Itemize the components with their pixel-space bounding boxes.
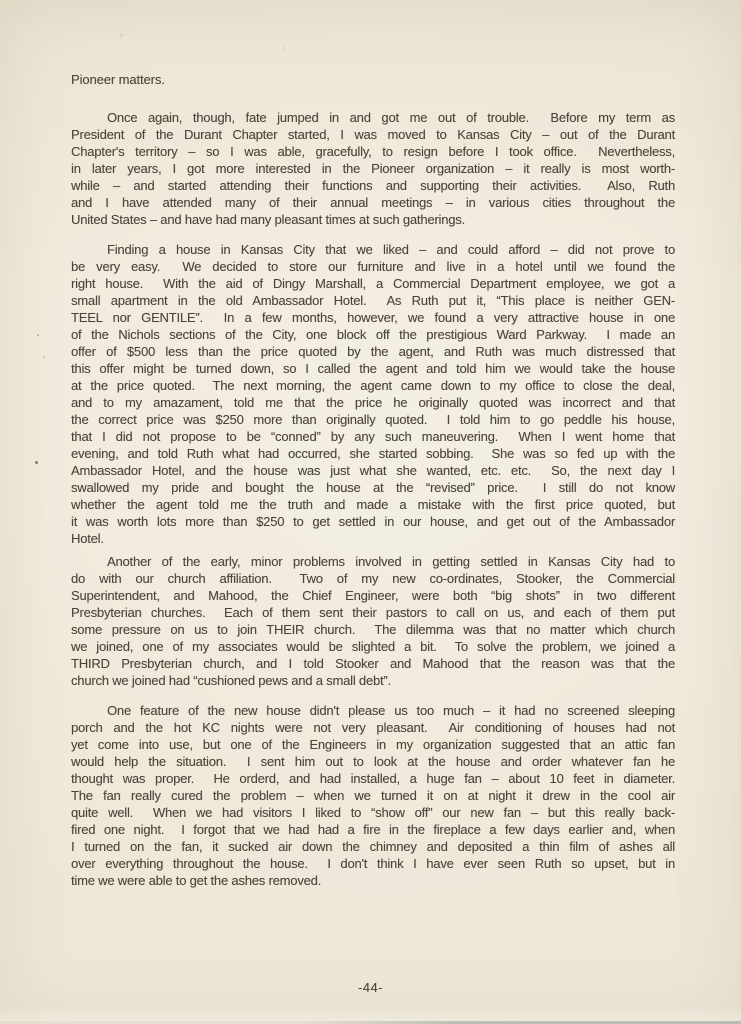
text-line: United States – and have had many pleasant times at such gatherings. <box>71 212 465 227</box>
paper-speck <box>37 334 39 336</box>
text-line: at the price quoted. The next morning, the agent came down to my office to close the deal, <box>71 378 675 393</box>
text-line: that I did not propose to be “conned” by any such maneuvering. When I went home that <box>71 429 675 444</box>
text-line: it was worth lots more than $250 to get settled in our house, and get out of the Ambassador <box>71 514 675 529</box>
text-line: President of the Durant Chapter started, I was moved to Kansas City – out of the Durant <box>71 127 675 142</box>
text-line: Finding a house in Kansas City that we liked – and could afford – did not prove to <box>107 242 675 257</box>
text-column <box>71 0 675 1024</box>
text-line: over everything throughout the house. I don't think I have ever seen Ruth so upset, but in <box>71 856 675 871</box>
text-line: do with our church affiliation. Two of my new co-ordinates, Stooker, the Commercial <box>71 571 675 586</box>
text-line: the correct price was $250 more than originally quoted. I told him to go peddle his house, <box>71 412 675 427</box>
text-line: Presbyterian churches. Each of them sent their pastors to call on us, and each of them put <box>71 605 675 620</box>
paper-speck <box>283 47 285 49</box>
text-line: Hotel. <box>71 531 104 546</box>
text-line: in later years, I got more interested in the Pioneer organization – it really is most worth- <box>71 161 675 176</box>
text-line: yet come into use, but one of the Engineers in my organization suggested that an attic fan <box>71 737 675 752</box>
paper-speck <box>35 461 38 464</box>
text-line: One feature of the new house didn't please us too much – it had no screened sleeping <box>107 703 675 718</box>
text-line: TEEL nor GENTILE”. In a few months, however, we found a very attractive house in one <box>71 310 675 325</box>
text-line: and I have attended many of their annual meetings – in various cities throughout the <box>71 195 675 210</box>
paragraph <box>71 109 675 228</box>
paper-speck <box>119 34 123 37</box>
text-line: offer of $500 less than the price quoted by the agent, and Ruth was much distressed that <box>71 344 675 359</box>
paper-speck <box>43 356 45 358</box>
page-heading: Pioneer matters. <box>71 72 165 87</box>
text-line: while – and started attending their functions and supporting their activities. Also, Ruth <box>71 178 675 193</box>
text-line: swallowed my pride and bought the house at the “revised” price. I still do not know <box>71 480 675 495</box>
text-line: evening, and told Ruth what had occurred, she started sobbing. She was so fed up with the <box>71 446 675 461</box>
paragraph <box>71 702 675 889</box>
text-line: The fan really cured the problem – when we turned it on at night it drew in the cool air <box>71 788 675 803</box>
text-line: Once again, though, fate jumped in and got me out of trouble. Before my term as <box>107 110 675 125</box>
text-line: Ambassador Hotel, and the house was just what she wanted, etc. etc. So, the next day I <box>71 463 675 478</box>
text-line: right house. With the aid of Dingy Marshall, a Commercial Department employee, we got a <box>71 276 675 291</box>
text-line: Another of the early, minor problems involved in getting settled in Kansas City had to <box>107 554 675 569</box>
text-line: Chapter's territory – so I was able, gracefully, to resign before I took office. Nevertheless, <box>71 144 675 159</box>
text-line: small apartment in the old Ambassador Hotel. As Ruth put it, “This place is neither GEN- <box>71 293 675 308</box>
text-line: would help the situation. I sent him out to look at the house and order whatever fan he <box>71 754 675 769</box>
paper-speck <box>463 143 466 145</box>
text-line: whether the agent told me the truth and made a mistake with the first price quoted, but <box>71 497 675 512</box>
text-line: THIRD Presbyterian church, and I told Stooker and Mahood that the reason was that the <box>71 656 675 671</box>
text-line: church we joined had “cushioned pews and a small debt”. <box>71 673 391 688</box>
text-line: and to my amazament, told me that the price he originally quoted was incorrect and that <box>71 395 675 410</box>
text-line: fired one night. I forgot that we had had a fire in the fireplace a few days earlier and, when <box>71 822 675 837</box>
text-line: porch and the hot KC nights were not very pleasant. Air conditioning of houses had not <box>71 720 675 735</box>
text-line: Superintendent, and Mahood, the Chief Engineer, were both “big shots” in two different <box>71 588 675 603</box>
page-number: -44- <box>357 980 384 995</box>
text-line: we joined, one of my associates would be slighted a bit. To solve the problem, we joined a <box>71 639 675 654</box>
text-line: I turned on the fan, it sucked air down the chimney and deposited a thin film of ashes all <box>71 839 675 854</box>
text-line: some pressure on us to join THEIR church. The dilemma was that no matter which church <box>71 622 675 637</box>
text-line: of the Nichols sections of the City, one block off the prestigious Ward Parkway. I made an <box>71 327 675 342</box>
paper-bottom-sheen <box>0 1005 741 1021</box>
paragraph <box>71 553 675 689</box>
text-line: be very easy. We decided to store our furniture and live in a hotel until we found the <box>71 259 675 274</box>
text-line: thought was proper. He orderd, and had installed, a huge fan – about 10 feet in diameter. <box>71 771 675 786</box>
paragraph <box>71 241 675 547</box>
text-line: time we were able to get the ashes removed. <box>71 873 322 888</box>
text-line: quite well. When we had visitors I liked to “show off” our new fan – but this really back- <box>71 805 675 820</box>
text-line: this offer might be turned down, so I called the agent and told him we would take the house <box>71 361 675 376</box>
